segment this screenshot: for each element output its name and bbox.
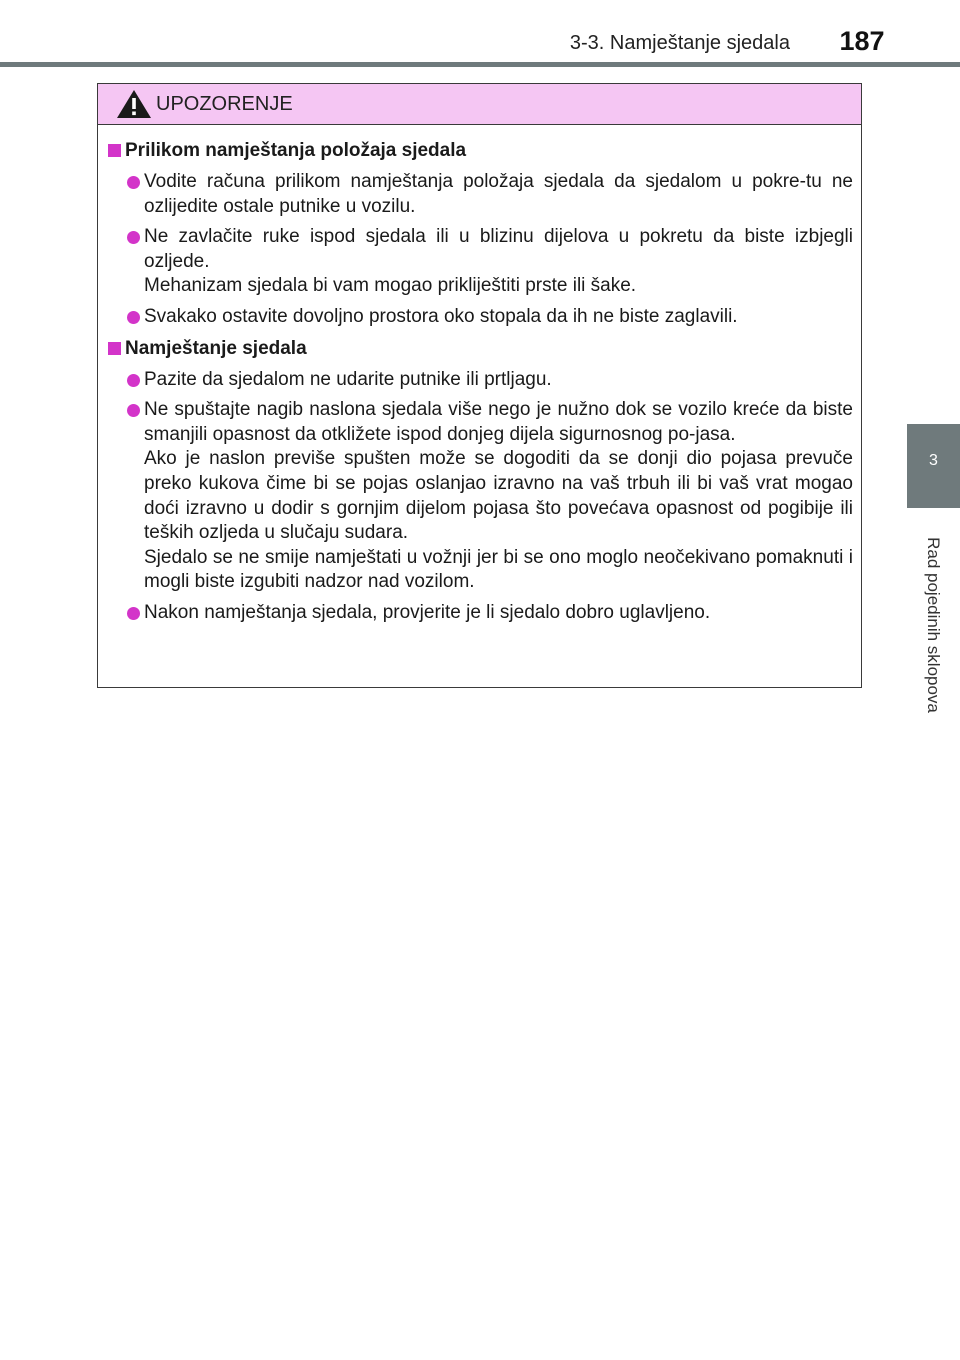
item-text: Ne zavlačite ruke ispod sjedala ili u blizinu dijelova u pokretu da biste izbjegli ozljede.: [144, 226, 853, 272]
list-item: [98, 170, 861, 219]
list-item: [98, 225, 861, 299]
round-bullet-icon: [127, 231, 140, 244]
item-text: Vodite računa prilikom namještanja položaja sjedala da sjedalom u pokre-tu ne ozlijedite ostale putnike u vozilu.: [144, 171, 853, 217]
item-text: Mehanizam sjedala bi vam mogao prikliještiti prste ili šake.: [144, 275, 637, 297]
header-divider: [0, 62, 960, 67]
square-bullet-icon: [108, 144, 121, 157]
warning-box: [97, 83, 862, 688]
item-text: Pazite da sjedalom ne udarite putnike ili prtljagu.: [144, 368, 552, 390]
list-item: [98, 601, 861, 626]
list-item: [98, 305, 861, 330]
item-text: Ako je naslon previše spušten može se dogoditi da se donji dio pojasa prevuče preko kukova čime bi se pojas oslanjao izravno na vaš trbuh ili bi vaš vrat mogao doći izravno u dodir s gornjim dijelom pojasa što povećava opasnost od pogibije ili teških ozljeda u slučaju sudara.: [144, 448, 853, 544]
warning-triangle-icon: [116, 89, 152, 119]
item-text: Sjedalo se ne smije namještati u vožnji jer bi se ono moglo neočekivano pomaknuti i mogli biste izgubiti nadzor nad vozilom.: [144, 546, 853, 593]
round-bullet-icon: [127, 607, 140, 620]
section-heading: [98, 138, 861, 164]
item-text: Nakon namještanja sjedala, provjerite je li sjedalo dobro uglavljeno.: [144, 601, 711, 623]
round-bullet-icon: [127, 176, 140, 189]
chapter-number: 3: [929, 452, 938, 469]
round-bullet-icon: [127, 374, 140, 387]
section-heading-text: Prilikom namještanja položaja sjedala: [125, 140, 467, 161]
page-number: 187: [839, 26, 885, 56]
warning-title: UPOZORENJE: [156, 93, 293, 115]
section-heading: [98, 336, 861, 362]
section-heading-text: Namještanje sjedala: [125, 337, 307, 359]
chapter-tab: [907, 424, 960, 508]
chapter-label: Rad pojedinih sklopova: [924, 537, 943, 713]
section-title: 3-3. Namještanje sjedala: [569, 32, 790, 54]
item-text: Ne spuštajte nagib naslona sjedala više nego je nužno dok se vozilo kreće da biste smanjili opasnost da otkližete ispod donjeg dijela sigurnosnog po-jasa.: [144, 399, 853, 445]
square-bullet-icon: [108, 342, 121, 355]
list-item: [98, 368, 861, 393]
list-item: [98, 398, 861, 595]
warning-header: [98, 84, 861, 125]
round-bullet-icon: [127, 404, 140, 417]
round-bullet-icon: [127, 311, 140, 324]
item-text: Svakako ostavite dovoljno prostora oko stopala da ih ne biste zaglavili.: [144, 305, 738, 327]
warning-content: [98, 138, 861, 632]
